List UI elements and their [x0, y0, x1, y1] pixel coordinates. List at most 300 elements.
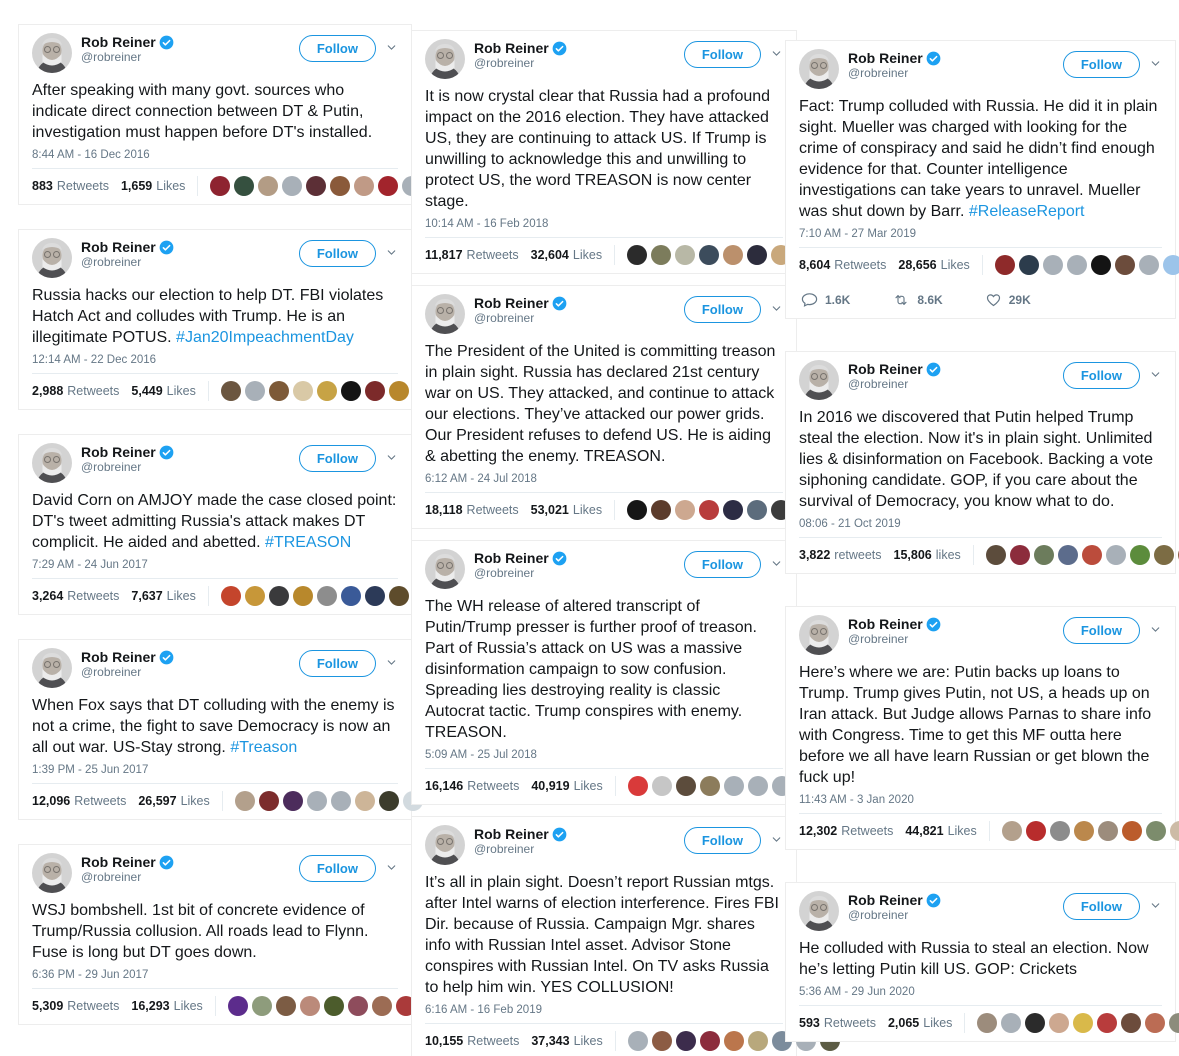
reply-button[interactable]	[801, 291, 850, 308]
liker-avatar[interactable]	[723, 500, 743, 520]
like-count: 7,637	[131, 589, 163, 603]
liker-avatar[interactable]	[1050, 821, 1070, 841]
liker-avatar[interactable]	[235, 791, 255, 811]
follow-button[interactable]: Follow	[299, 445, 376, 472]
stats-bar	[32, 373, 398, 409]
profile-avatar[interactable]	[425, 39, 465, 79]
display-name[interactable]: Rob Reiner	[474, 295, 549, 311]
follow-button[interactable]: Follow	[684, 827, 761, 854]
follow-button[interactable]: Follow	[684, 296, 761, 323]
display-name[interactable]: Rob Reiner	[474, 826, 549, 842]
liker-avatar[interactable]	[378, 176, 398, 196]
like-count: 26,597	[138, 794, 177, 808]
liker-avatar[interactable]	[699, 500, 719, 520]
likers-row	[222, 791, 423, 811]
liker-avatar[interactable]	[627, 245, 647, 265]
tweet-text: The President of the United is committing treason in plain sight. Russia has declared 21st century war on US. They attacked, and continue to attack our elections. They’ve attacked our power grids. Our President refuses to defend US. He is aiding & abetting the enemy. TREASON.	[425, 343, 776, 465]
liker-avatar[interactable]	[676, 776, 696, 796]
retweet-icon	[892, 292, 910, 308]
tweet-card	[785, 351, 1176, 574]
verified-badge-icon	[926, 362, 941, 377]
verified-badge-icon	[552, 296, 567, 311]
liker-avatar[interactable]	[1002, 821, 1022, 841]
profile-avatar[interactable]	[799, 891, 839, 931]
tweet-header	[799, 615, 1162, 655]
display-name[interactable]: Rob Reiner	[81, 854, 156, 870]
liker-avatar[interactable]	[282, 176, 302, 196]
tweet-timestamp: 6:36 PM - 29 Jun 2017	[32, 969, 149, 981]
verified-badge-icon	[159, 445, 174, 460]
follow-button[interactable]: Follow	[1063, 362, 1140, 389]
hashtag-link[interactable]: #TREASON	[265, 534, 352, 551]
liker-avatar[interactable]	[379, 791, 399, 811]
column-middle	[411, 30, 797, 1056]
retweet-count: 5,309	[32, 999, 64, 1013]
liker-avatar[interactable]	[1154, 545, 1174, 565]
retweet-label: Retweets	[467, 779, 520, 793]
profile-names	[474, 294, 567, 326]
liker-avatar[interactable]	[748, 1031, 768, 1051]
like-count: 5,449	[131, 384, 163, 398]
liker-avatar[interactable]	[306, 176, 326, 196]
retweet-label: Retweets	[74, 794, 127, 808]
tweet-text: WSJ bombshell. 1st bit of concrete evidence of Trump/Russia collusion. All roads lead to Flynn. Fuse is long but DT goes down.	[32, 902, 369, 961]
liker-avatar[interactable]	[1170, 821, 1179, 841]
tweet-text: He colluded with Russia to steal an election. Now he’s letting Putin kill US. GOP: Crickets	[799, 940, 1149, 978]
liker-avatar[interactable]	[747, 245, 767, 265]
liker-avatar[interactable]	[389, 381, 409, 401]
retweet-count: 8,604	[799, 258, 831, 272]
liker-avatar[interactable]	[276, 996, 296, 1016]
liker-avatar[interactable]	[1073, 1013, 1093, 1033]
chevron-down-icon[interactable]	[385, 246, 398, 259]
liker-avatar[interactable]	[245, 381, 265, 401]
stats-bar	[32, 783, 398, 819]
tweet-card	[411, 540, 797, 805]
tweet-header	[32, 853, 398, 893]
retweet-count: 2,988	[32, 384, 64, 398]
liker-avatar[interactable]	[307, 791, 327, 811]
tweet-header	[32, 238, 398, 278]
tweet-card	[18, 639, 412, 820]
profile-names	[474, 39, 567, 71]
retweet-label: Retweets	[834, 258, 887, 272]
retweet-label: Retweets	[67, 589, 120, 603]
profile-avatar[interactable]	[32, 648, 72, 688]
profile-avatar[interactable]	[425, 825, 465, 865]
tweet-header	[32, 648, 398, 688]
liker-avatar[interactable]	[1034, 545, 1054, 565]
like-label: Likes	[156, 179, 186, 193]
user-handle: @robreiner	[474, 566, 535, 581]
liker-avatar[interactable]	[348, 996, 368, 1016]
liker-avatar[interactable]	[331, 791, 351, 811]
liker-avatar[interactable]	[330, 176, 350, 196]
liker-avatar[interactable]	[355, 791, 375, 811]
follow-button[interactable]: Follow	[299, 855, 376, 882]
chevron-down-icon[interactable]	[1149, 57, 1162, 70]
tweet-card	[785, 606, 1176, 850]
liker-avatar[interactable]	[627, 500, 647, 520]
retweet-action-count: 8.6K	[917, 292, 943, 307]
liker-avatar[interactable]	[1098, 821, 1118, 841]
likers-row	[964, 1013, 1179, 1033]
liker-avatar[interactable]	[365, 381, 385, 401]
retweet-count: 12,096	[32, 794, 71, 808]
like-label: Likes	[166, 589, 196, 603]
profile-names	[81, 853, 174, 885]
retweet-button[interactable]	[892, 292, 942, 308]
liker-avatar[interactable]	[675, 245, 695, 265]
liker-avatar[interactable]	[317, 586, 337, 606]
liker-avatar[interactable]	[1043, 255, 1063, 275]
tweet-card	[411, 285, 797, 529]
like-count: 2,065	[887, 1016, 920, 1030]
verified-badge-icon	[552, 41, 567, 56]
liker-avatar[interactable]	[700, 1031, 720, 1051]
chevron-down-icon[interactable]	[1149, 899, 1162, 912]
likers-row	[197, 176, 422, 196]
liker-avatar[interactable]	[269, 586, 289, 606]
liker-avatar[interactable]	[1001, 1013, 1021, 1033]
follow-button[interactable]: Follow	[684, 551, 761, 578]
tweet-header	[425, 549, 783, 589]
liker-avatar[interactable]	[258, 176, 278, 196]
tweet-text: When Fox says that DT colluding with the enemy is not a crime, the fight to save Democracy is now an all out war. US-Stay strong.	[32, 697, 395, 756]
tweet-header	[799, 891, 1162, 931]
chevron-down-icon[interactable]	[770, 833, 783, 846]
tweet-text: David Corn on AMJOY made the case closed point: DT's tweet admitting Russia's attack makes DT complicit. He aided and abetted.	[32, 492, 397, 551]
profile-avatar[interactable]	[799, 360, 839, 400]
like-count: 1,659	[120, 179, 153, 193]
profile-names	[474, 549, 567, 581]
liker-avatar[interactable]	[1074, 821, 1094, 841]
liker-avatar[interactable]	[283, 791, 303, 811]
like-count: 32,604	[530, 248, 569, 262]
liker-avatar[interactable]	[1130, 545, 1150, 565]
tweet-timestamp: 6:16 AM - 16 Feb 2019	[425, 1004, 542, 1016]
stats-bar	[799, 537, 1162, 573]
follow-button[interactable]: Follow	[684, 41, 761, 68]
follow-button[interactable]: Follow	[299, 35, 376, 62]
profile-names	[848, 360, 941, 392]
liker-avatar[interactable]	[651, 245, 671, 265]
display-name[interactable]: Rob Reiner	[81, 239, 156, 255]
liker-avatar[interactable]	[354, 176, 374, 196]
retweet-label: retweets	[834, 548, 882, 562]
liker-avatar[interactable]	[389, 586, 409, 606]
liker-avatar[interactable]	[699, 245, 719, 265]
liker-avatar[interactable]	[317, 381, 337, 401]
retweet-label: Retweets	[841, 824, 894, 838]
profile-names	[848, 615, 941, 647]
follow-button[interactable]: Follow	[299, 650, 376, 677]
likers-row	[982, 255, 1179, 275]
stats-bar	[425, 1023, 783, 1056]
liker-avatar[interactable]	[1010, 545, 1030, 565]
liker-avatar[interactable]	[1058, 545, 1078, 565]
tweet-header	[32, 33, 398, 73]
profile-names	[848, 891, 941, 923]
profile-avatar[interactable]	[425, 549, 465, 589]
hashtag-link[interactable]: #Treason	[230, 739, 298, 756]
liker-avatar[interactable]	[221, 586, 241, 606]
tweet-timestamp: 6:12 AM - 24 Jul 2018	[425, 473, 537, 485]
liker-avatar[interactable]	[675, 500, 695, 520]
liker-avatar[interactable]	[986, 545, 1006, 565]
tweet-card	[18, 844, 412, 1025]
likers-row	[208, 381, 433, 401]
tweet-timestamp: 7:29 AM - 24 Jun 2017	[32, 559, 148, 571]
chevron-down-icon[interactable]	[770, 302, 783, 315]
liker-avatar[interactable]	[293, 586, 313, 606]
liker-avatar[interactable]	[723, 245, 743, 265]
tweet-card	[411, 30, 797, 274]
liker-avatar[interactable]	[365, 586, 385, 606]
chevron-down-icon[interactable]	[385, 41, 398, 54]
liker-avatar[interactable]	[1163, 255, 1179, 275]
chevron-down-icon[interactable]	[770, 557, 783, 570]
user-handle: @robreiner	[474, 311, 535, 326]
tweet-text: It is now crystal clear that Russia had a profound impact on the 2016 election. They have attacked US, they are continuing to attack US. If Trump is unwilling to acknowledge this and unwilling to protect US, the word TREASON is now center stage.	[425, 88, 771, 210]
retweet-count: 16,146	[425, 779, 464, 793]
like-label: Likes	[173, 999, 203, 1013]
tweet-header	[425, 39, 783, 79]
like-label: Likes	[572, 503, 603, 517]
like-label: Likes	[572, 248, 603, 262]
retweet-label: Retweets	[56, 179, 109, 193]
tweet-timestamp: 08:06 - 21 Oct 2019	[799, 518, 901, 530]
column-right	[785, 40, 1176, 1042]
profile-avatar[interactable]	[32, 443, 72, 483]
liker-avatar[interactable]	[1025, 1013, 1045, 1033]
liker-avatar[interactable]	[1169, 1013, 1179, 1033]
liker-avatar[interactable]	[700, 776, 720, 796]
tweet-timestamp: 5:36 AM - 29 Jun 2020	[799, 986, 915, 998]
user-handle: @robreiner	[848, 632, 909, 647]
liker-avatar[interactable]	[748, 776, 768, 796]
liker-avatar[interactable]	[1115, 255, 1135, 275]
display-name[interactable]: Rob Reiner	[848, 616, 923, 632]
stats-bar	[799, 247, 1162, 283]
retweet-label: Retweets	[466, 503, 519, 517]
display-name[interactable]: Rob Reiner	[474, 550, 549, 566]
user-handle: @robreiner	[474, 56, 535, 71]
display-name[interactable]: Rob Reiner	[848, 892, 923, 908]
liker-avatar[interactable]	[1106, 545, 1126, 565]
tweet-card	[18, 24, 412, 205]
liker-avatar[interactable]	[1122, 821, 1142, 841]
liker-avatar[interactable]	[293, 381, 313, 401]
liker-avatar[interactable]	[628, 1031, 648, 1051]
retweet-count: 3,822	[799, 548, 831, 562]
profile-names	[81, 238, 174, 270]
user-handle: @robreiner	[81, 870, 142, 885]
profile-avatar[interactable]	[799, 615, 839, 655]
display-name[interactable]: Rob Reiner	[81, 444, 156, 460]
liker-avatar[interactable]	[252, 996, 272, 1016]
liker-avatar[interactable]	[259, 791, 279, 811]
liker-avatar[interactable]	[1026, 821, 1046, 841]
tweet-timestamp: 7:10 AM - 27 Mar 2019	[799, 228, 916, 240]
chevron-down-icon[interactable]	[385, 656, 398, 669]
profile-names	[474, 825, 567, 857]
user-handle: @robreiner	[81, 460, 142, 475]
retweet-label: Retweets	[823, 1016, 876, 1030]
like-button[interactable]	[985, 291, 1031, 308]
display-name[interactable]: Rob Reiner	[81, 649, 156, 665]
liker-avatar[interactable]	[724, 776, 744, 796]
like-count: 15,806	[893, 548, 932, 562]
verified-badge-icon	[159, 855, 174, 870]
liker-avatar[interactable]	[676, 1031, 696, 1051]
reply-count: 1.6K	[825, 292, 851, 307]
liker-avatar[interactable]	[341, 586, 361, 606]
display-name[interactable]: Rob Reiner	[474, 40, 549, 56]
follow-button[interactable]: Follow	[299, 240, 376, 267]
tweet-card	[785, 882, 1176, 1042]
profile-names	[81, 33, 174, 65]
follow-button[interactable]: Follow	[1063, 51, 1140, 78]
profile-names	[848, 49, 941, 81]
liker-avatar[interactable]	[1091, 255, 1111, 275]
heart-icon	[985, 291, 1002, 308]
like-label: Likes	[940, 258, 970, 272]
stats-bar	[425, 237, 783, 273]
like-count: 37,343	[531, 1034, 570, 1048]
liker-avatar[interactable]	[995, 255, 1015, 275]
liker-avatar[interactable]	[300, 996, 320, 1016]
liker-avatar[interactable]	[324, 996, 344, 1016]
stats-bar	[32, 988, 398, 1024]
liker-avatar[interactable]	[977, 1013, 997, 1033]
like-label: likes	[935, 548, 961, 562]
hashtag-link[interactable]: #Jan20ImpeachmentDay	[176, 329, 354, 346]
verified-badge-icon	[159, 650, 174, 665]
profile-avatar[interactable]	[32, 238, 72, 278]
liker-avatar[interactable]	[1146, 821, 1166, 841]
liker-avatar[interactable]	[1139, 255, 1159, 275]
tweet-text: In 2016 we discovered that Putin helped Trump steal the election. Now it's in plain sight. Unlimited lies & disinformation on Facebook. Backing a vote siphoning candidate. GOP, if you care about the survival of Democracy, you know what to do.	[799, 409, 1153, 510]
liker-avatar[interactable]	[1145, 1013, 1165, 1033]
like-count: 40,919	[531, 779, 570, 793]
like-label: Likes	[947, 824, 977, 838]
profile-avatar[interactable]	[32, 33, 72, 73]
liker-avatar[interactable]	[210, 176, 230, 196]
chevron-down-icon[interactable]	[385, 451, 398, 464]
stats-bar	[425, 492, 783, 528]
like-count: 44,821	[905, 824, 944, 838]
likers-row	[208, 586, 433, 606]
liker-avatar[interactable]	[221, 381, 241, 401]
liker-avatar[interactable]	[245, 586, 265, 606]
liker-avatar[interactable]	[1067, 255, 1087, 275]
liker-avatar[interactable]	[652, 1031, 672, 1051]
like-count: 16,293	[131, 999, 170, 1013]
retweet-count: 883	[32, 179, 53, 193]
tweet-timestamp: 5:09 AM - 25 Jul 2018	[425, 749, 537, 761]
tweet-timestamp: 8:44 AM - 16 Dec 2016	[32, 149, 150, 161]
retweet-count: 12,302	[799, 824, 838, 838]
liker-avatar[interactable]	[747, 500, 767, 520]
liker-avatar[interactable]	[1082, 545, 1102, 565]
liker-avatar[interactable]	[372, 996, 392, 1016]
follow-button[interactable]: Follow	[1063, 893, 1140, 920]
profile-avatar[interactable]	[32, 853, 72, 893]
liker-avatar[interactable]	[341, 381, 361, 401]
follow-button[interactable]: Follow	[1063, 617, 1140, 644]
liker-avatar[interactable]	[1097, 1013, 1117, 1033]
tweet-header	[425, 294, 783, 334]
chevron-down-icon[interactable]	[385, 861, 398, 874]
chevron-down-icon[interactable]	[1149, 368, 1162, 381]
liker-avatar[interactable]	[1049, 1013, 1069, 1033]
liker-avatar[interactable]	[1121, 1013, 1141, 1033]
like-label: Likes	[166, 384, 196, 398]
profile-names	[81, 443, 174, 475]
liker-avatar[interactable]	[1019, 255, 1039, 275]
display-name[interactable]: Rob Reiner	[848, 361, 923, 377]
likers-row	[989, 821, 1179, 841]
verified-badge-icon	[926, 51, 941, 66]
hashtag-link[interactable]: #ReleaseReport	[968, 203, 1085, 220]
chevron-down-icon[interactable]	[1149, 623, 1162, 636]
profile-names	[81, 648, 174, 680]
tweet-text: It’s all in plain sight. Doesn’t report Russian mtgs. after Intel warns of election interference. Fires FBI Dir. because of Russia. Campaign Mgr. shares info with Russian Intel asset. Advisor Stone conspires with Russian Intel. On TV asks Russia to help him win. YES COLLUSION!	[425, 874, 779, 996]
liker-avatar[interactable]	[269, 381, 289, 401]
liker-avatar[interactable]	[724, 1031, 744, 1051]
reply-icon	[801, 291, 818, 308]
liker-avatar[interactable]	[628, 776, 648, 796]
verified-badge-icon	[159, 240, 174, 255]
stats-bar	[32, 168, 398, 204]
user-handle: @robreiner	[848, 377, 909, 392]
liker-avatar[interactable]	[652, 776, 672, 796]
verified-badge-icon	[552, 827, 567, 842]
liker-avatar[interactable]	[228, 996, 248, 1016]
tweet-text: Here’s where we are: Putin backs up loans to Trump. Trump gives Putin, not US, a heads up on Iran attack. But Judge allows Parnas to share info with Congress. Time to get this MF outta here before we all have learn Russian or get blown the fuck up!	[799, 664, 1152, 786]
retweet-label: Retweets	[467, 1034, 520, 1048]
user-handle: @robreiner	[848, 908, 909, 923]
tweet-header	[799, 49, 1162, 89]
verified-badge-icon	[926, 617, 941, 632]
stats-bar	[799, 1005, 1162, 1041]
liker-avatar[interactable]	[234, 176, 254, 196]
user-handle: @robreiner	[81, 665, 142, 680]
like-label: Likes	[573, 1034, 603, 1048]
user-handle: @robreiner	[81, 50, 142, 65]
profile-avatar[interactable]	[425, 294, 465, 334]
tweet-timestamp: 11:43 AM - 3 Jan 2020	[799, 794, 914, 806]
display-name[interactable]: Rob Reiner	[848, 50, 923, 66]
user-handle: @robreiner	[848, 66, 909, 81]
tweet-timestamp: 12:14 AM - 22 Dec 2016	[32, 354, 157, 366]
retweet-count: 593	[799, 1016, 820, 1030]
tweet-header	[425, 825, 783, 865]
retweet-count: 18,118	[425, 503, 463, 517]
verified-badge-icon	[159, 35, 174, 50]
like-label: Likes	[180, 794, 210, 808]
stats-bar	[32, 578, 398, 614]
profile-avatar[interactable]	[799, 49, 839, 89]
tweet-card	[18, 434, 412, 615]
verified-badge-icon	[552, 551, 567, 566]
like-label: Likes	[923, 1016, 953, 1030]
likers-row	[973, 545, 1179, 565]
display-name[interactable]: Rob Reiner	[81, 34, 156, 50]
liker-avatar[interactable]	[651, 500, 671, 520]
chevron-down-icon[interactable]	[770, 47, 783, 60]
